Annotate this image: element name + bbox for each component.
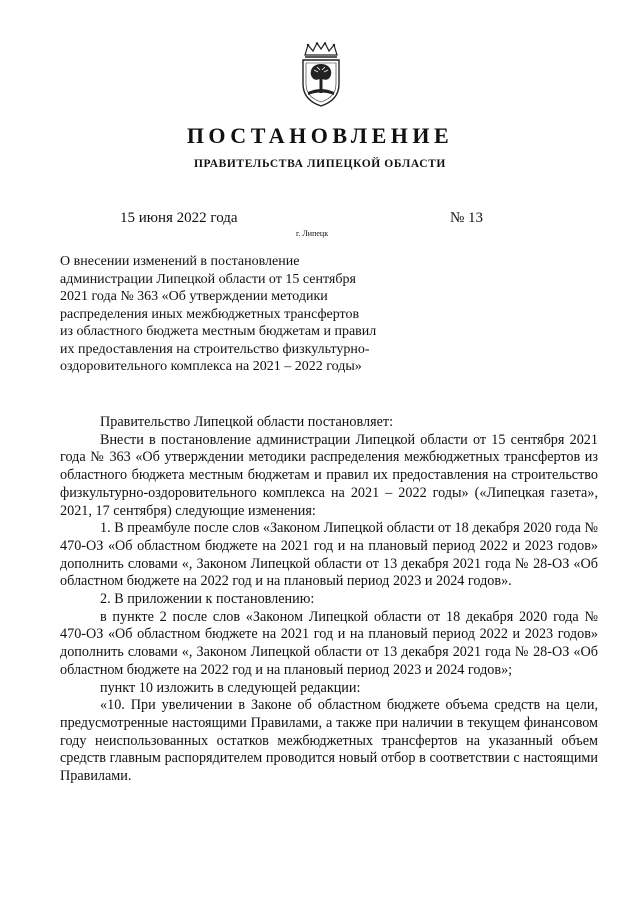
subject-line: из областного бюджета местным бюджетам и правил	[60, 324, 377, 339]
body-paragraph: Правительство Липецкой области постановляет:	[100, 414, 394, 430]
body-paragraph: 2. В приложении к постановлению:	[100, 591, 315, 608]
issuing-authority: ПРАВИТЕЛЬСТВА ЛИПЕЦКОЙ ОБЛАСТИ	[194, 158, 446, 170]
subject-line: О внесении изменений в постановление	[60, 254, 300, 269]
body-paragraph: пункт 10 изложить в следующей редакции:	[100, 679, 361, 696]
document-city: г. Липецк	[296, 229, 329, 238]
body-paragraph: в пункте 2 после слов «Законом Липецкой области от 18 декабря 2020 года № 470-ОЗ «Об областном бюджете на 2021 год и на плановый период 2022 и 2023 годов» дополнить словами «, Законом Липецкой области от 13 декабря 2021 года № 28-ОЗ «Об областном бюджете на 2022 год и на плановый период 2023 и 2024 годов»;	[60, 608, 598, 678]
body-paragraph: «10. При увеличении в Законе об областном бюджете объема средств на цели, предусмотренные настоящими Правилами, а также при наличии в текущем финансовом году неиспользованных остатков межбюджетных трансфертов на указанный объем средств главным распорядителем проводится новый отбор в соответствии с настоящими Правилами.	[60, 697, 598, 785]
subject-line: 2021 года № 363 «Об утверждении методики	[60, 289, 328, 304]
subject-line: их предоставления на строительство физкультурно-	[60, 341, 370, 357]
document-body	[60, 414, 598, 786]
subject-line: администрации Липецкой области от 15 сентября	[60, 271, 356, 287]
body-paragraph: 1. В преамбуле после слов «Законом Липецкой области от 18 декабря 2020 года № 470-ОЗ «Об областном бюджете на 2021 год и на плановый период 2022 и 2023 годов» дополнить словами «, Законом Липецкой области от 13 декабря 2021 года № 28-ОЗ «Об областном бюджете на 2022 год и на плановый период 2023 и 2024 годов».	[60, 520, 598, 590]
subject-line: оздоровительного комплекса на 2021 – 2022 годы»	[60, 359, 362, 374]
body-paragraph: Внести в постановление администрации Липецкой области от 15 сентября 2021 года № 363 «Об утверждении методики распределения межбюджетных трансфертов из областного бюджета местным бюджетам и правил их предоставления на строительство физкультурно-оздоровительного комплекса на 2021 – 2022 годы» («Липецкая газета», 2021, 17 сентября) следующие изменения:	[60, 431, 598, 519]
document-title: ПОСТАНОВЛЕНИЕ	[186, 123, 454, 148]
coat-of-arms-icon	[299, 42, 343, 108]
document-number: № 13	[450, 210, 484, 226]
document-date: 15 июня 2022 года	[120, 210, 238, 226]
document-subject	[60, 253, 420, 376]
subject-line: распределения иных межбюджетных трансфертов	[60, 306, 360, 322]
